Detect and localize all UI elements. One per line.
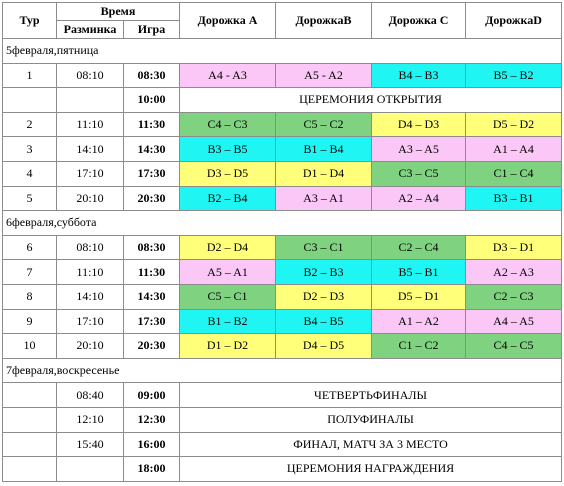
tour-number: 5	[3, 186, 57, 211]
header-lane-c: Дорожка C	[372, 3, 466, 39]
schedule-row	[3, 63, 562, 88]
match-cell: D3 – D1	[466, 235, 562, 260]
day-label: 5февраля,пятница	[3, 39, 562, 64]
match-cell: B4 – B3	[372, 63, 466, 88]
match-cell: C1 – C4	[466, 161, 562, 186]
warmup-time: 17:10	[57, 309, 124, 334]
match-cell: C2 – C3	[466, 284, 562, 309]
warmup-time: 14:10	[57, 137, 124, 162]
game-time: 14:30	[124, 284, 180, 309]
match-cell: B2 – B4	[180, 186, 276, 211]
day-label: 7февраля,воскресенье	[3, 358, 562, 383]
match-cell: B4 – B5	[276, 309, 372, 334]
header-lane-d: ДорожкаD	[466, 3, 562, 39]
warmup-time: 17:10	[57, 161, 124, 186]
tour-number	[3, 432, 57, 457]
game-time: 12:30	[124, 407, 180, 432]
game-time: 18:00	[124, 457, 180, 482]
event-label: ЧЕТВЕРТЬФИНАЛЫ	[180, 383, 562, 408]
match-cell: D5 – D2	[466, 112, 562, 137]
game-time: 11:30	[124, 260, 180, 285]
match-cell: C5 – C1	[180, 284, 276, 309]
match-cell: A3 – A5	[372, 137, 466, 162]
match-cell: C3 – C5	[372, 161, 466, 186]
match-cell: D4 – D5	[276, 334, 372, 359]
day-row	[3, 358, 562, 383]
tour-number	[3, 407, 57, 432]
match-cell: C4 – C3	[180, 112, 276, 137]
match-cell: A4 – A5	[466, 309, 562, 334]
schedule-body	[3, 39, 562, 482]
event-label: ФИНАЛ, МАТЧ ЗА 3 МЕСТО	[180, 432, 562, 457]
match-cell: D2 – D4	[180, 235, 276, 260]
schedule-row	[3, 88, 562, 113]
schedule-row	[3, 284, 562, 309]
match-cell: C4 – C5	[466, 334, 562, 359]
header-warmup: Разминка	[57, 21, 124, 39]
schedule-row	[3, 235, 562, 260]
day-label: 6февраля,суббота	[3, 211, 562, 236]
header-time: Время	[57, 3, 180, 21]
tour-number	[3, 88, 57, 113]
warmup-time: 14:10	[57, 284, 124, 309]
game-time: 14:30	[124, 137, 180, 162]
match-cell: A2 – A4	[372, 186, 466, 211]
match-cell: A1 – A4	[466, 137, 562, 162]
game-time: 10:00	[124, 88, 180, 113]
schedule-row	[3, 407, 562, 432]
tour-number: 3	[3, 137, 57, 162]
event-label: ЦЕРЕМОНИЯ НАГРАЖДЕНИЯ	[180, 457, 562, 482]
schedule-row	[3, 383, 562, 408]
game-time: 17:30	[124, 161, 180, 186]
match-cell: B5 – B1	[372, 260, 466, 285]
warmup-time	[57, 457, 124, 482]
match-cell: A1 – A2	[372, 309, 466, 334]
warmup-time: 20:10	[57, 186, 124, 211]
header-lane-a: Дорожка A	[180, 3, 276, 39]
schedule-row	[3, 457, 562, 482]
match-cell: B1 – B4	[276, 137, 372, 162]
match-cell: A2 – A3	[466, 260, 562, 285]
match-cell: C3 – C1	[276, 235, 372, 260]
match-cell: B2 – B3	[276, 260, 372, 285]
match-cell: D2 – D3	[276, 284, 372, 309]
warmup-time: 20:10	[57, 334, 124, 359]
day-row	[3, 39, 562, 64]
tour-number: 6	[3, 235, 57, 260]
tour-number: 1	[3, 63, 57, 88]
game-time: 17:30	[124, 309, 180, 334]
schedule-row	[3, 334, 562, 359]
event-label: ЦЕРЕМОНИЯ ОТКРЫТИЯ	[180, 88, 562, 113]
warmup-time: 12:10	[57, 407, 124, 432]
match-cell: C1 – C2	[372, 334, 466, 359]
schedule-row	[3, 186, 562, 211]
match-cell: D1 – D2	[180, 334, 276, 359]
match-cell: D5 – D1	[372, 284, 466, 309]
match-cell: A5 – A1	[180, 260, 276, 285]
schedule-row	[3, 260, 562, 285]
tour-number: 2	[3, 112, 57, 137]
warmup-time: 15:40	[57, 432, 124, 457]
match-cell: C2 – C4	[372, 235, 466, 260]
tour-number: 9	[3, 309, 57, 334]
header-game: Игра	[124, 21, 180, 39]
match-cell: B3 – B1	[466, 186, 562, 211]
tour-number	[3, 457, 57, 482]
warmup-time: 08:40	[57, 383, 124, 408]
warmup-time: 08:10	[57, 63, 124, 88]
warmup-time: 11:10	[57, 260, 124, 285]
schedule-row	[3, 137, 562, 162]
schedule-row	[3, 112, 562, 137]
match-cell: B1 – B2	[180, 309, 276, 334]
tour-number	[3, 383, 57, 408]
match-cell: C5 – C2	[276, 112, 372, 137]
match-cell: D3 – D5	[180, 161, 276, 186]
schedule-row	[3, 309, 562, 334]
match-cell: B5 – B2	[466, 63, 562, 88]
tour-number: 7	[3, 260, 57, 285]
match-cell: D4 – D3	[372, 112, 466, 137]
game-time: 16:00	[124, 432, 180, 457]
header-lane-b: ДорожкаB	[276, 3, 372, 39]
header-tour: Тур	[3, 3, 57, 39]
game-time: 08:30	[124, 63, 180, 88]
schedule-row	[3, 432, 562, 457]
day-row	[3, 211, 562, 236]
match-cell: A4 - A3	[180, 63, 276, 88]
game-time: 11:30	[124, 112, 180, 137]
warmup-time: 11:10	[57, 112, 124, 137]
warmup-time	[57, 88, 124, 113]
match-cell: A5 - A2	[276, 63, 372, 88]
warmup-time: 08:10	[57, 235, 124, 260]
tour-number: 4	[3, 161, 57, 186]
game-time: 20:30	[124, 334, 180, 359]
match-cell: B3 – B5	[180, 137, 276, 162]
game-time: 20:30	[124, 186, 180, 211]
match-cell: D1 – D4	[276, 161, 372, 186]
tour-number: 10	[3, 334, 57, 359]
game-time: 08:30	[124, 235, 180, 260]
schedule-row	[3, 161, 562, 186]
event-label: ПОЛУФИНАЛЫ	[180, 407, 562, 432]
schedule-table	[2, 2, 562, 482]
game-time: 09:00	[124, 383, 180, 408]
match-cell: A3 – A1	[276, 186, 372, 211]
tour-number: 8	[3, 284, 57, 309]
